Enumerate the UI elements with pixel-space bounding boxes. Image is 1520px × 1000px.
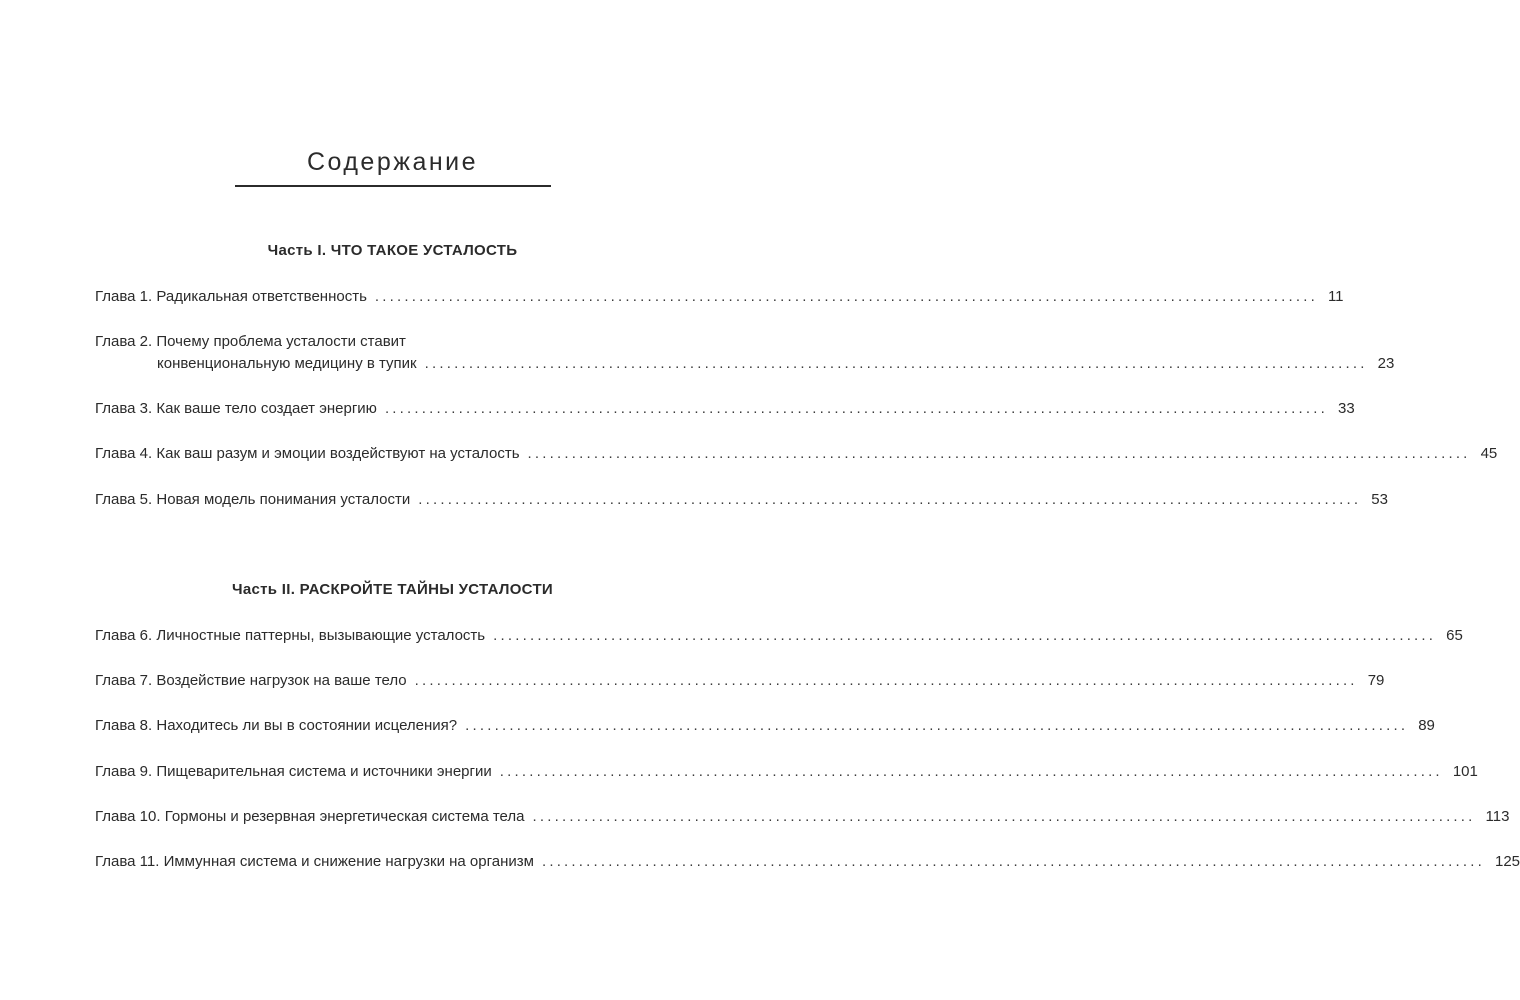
page-number: 89 — [1418, 717, 1435, 734]
chapter-title: Глава 3. Как ваше тело создает энергию — [95, 400, 377, 417]
chapter-title: Глава 11. Иммунная система и снижение нагрузки на организм — [95, 853, 534, 870]
page-number: 23 — [1377, 355, 1395, 372]
page-number: 53 — [1371, 491, 1388, 508]
toc-entry-chapter-9[interactable] — [95, 761, 1478, 782]
dot-leader: ................................................................................................................................ — [424, 355, 1368, 372]
dot-leader: ................................................................................................................................ — [374, 288, 1318, 305]
dot-leader: ................................................................................................................................ — [414, 672, 1358, 689]
page-title: Содержание — [306, 148, 479, 176]
chapter-title: Глава 1. Радикальная ответственность — [95, 288, 367, 305]
chapter-title: Глава 8. Находитесь ли вы в состоянии исцеления? — [95, 717, 458, 734]
page-number: 113 — [1485, 808, 1510, 825]
toc-entry-chapter-4[interactable] — [95, 443, 1498, 464]
dot-leader: ................................................................................................................................ — [499, 763, 1443, 780]
toc-entry-chapter-8[interactable] — [95, 715, 1435, 736]
toc-entry-chapter-11[interactable] — [95, 851, 1520, 872]
chapter-title: Глава 6. Личностные паттерны, вызывающие усталость — [95, 627, 486, 644]
page-number: 125 — [1495, 853, 1520, 870]
page-number: 101 — [1452, 763, 1478, 780]
page-number: 79 — [1367, 672, 1385, 689]
toc-entry-chapter-6[interactable] — [95, 625, 1463, 646]
dot-leader: ................................................................................................................................ — [527, 445, 1471, 462]
chapter-title: Глава 7. Воздействие нагрузок на ваше тело — [95, 672, 407, 689]
chapter-title: Глава 5. Новая модель понимания усталости — [95, 491, 411, 508]
chapter-title: Глава 9. Пищеварительная система и источники энергии — [95, 763, 492, 780]
chapter-title: Глава 2. Почему проблема усталости ставит — [95, 333, 406, 350]
toc-entry-chapter-10[interactable] — [95, 806, 1510, 827]
part-heading-1: Часть I. ЧТО ТАКОЕ УСТАЛОСТЬ — [267, 242, 518, 259]
chapter-title: Глава 4. Как ваш разум и эмоции воздействуют на усталость — [95, 445, 520, 462]
part-heading-2: Часть II. РАСКРОЙТЕ ТАЙНЫ УСТАЛОСТИ — [232, 581, 553, 598]
page-number: 45 — [1480, 445, 1498, 462]
toc-entry-chapter-5[interactable] — [95, 489, 1388, 510]
page-number: 65 — [1446, 627, 1463, 644]
toc-entry-chapter-2[interactable] — [95, 331, 1395, 374]
chapter-title-continuation: конвенциональную медицину в тупик — [157, 355, 417, 372]
dot-leader: ................................................................................................................................ — [384, 400, 1328, 417]
dot-leader: ................................................................................................................................ — [418, 491, 1362, 508]
toc-entry-chapter-3[interactable] — [95, 398, 1355, 419]
chapter-title: Глава 10. Гормоны и резервная энергетическая система тела — [95, 808, 525, 825]
page-number: 11 — [1327, 288, 1344, 305]
dot-leader: ................................................................................................................................ — [465, 717, 1409, 734]
toc-entry-chapter-7[interactable] — [95, 670, 1385, 691]
page-number: 33 — [1337, 400, 1355, 417]
title-underline — [235, 185, 551, 187]
dot-leader: ................................................................................................................................ — [493, 627, 1437, 644]
toc-entry-chapter-1[interactable] — [95, 286, 1344, 307]
dot-leader: ................................................................................................................................ — [541, 853, 1485, 870]
dot-leader: ................................................................................................................................ — [532, 808, 1476, 825]
